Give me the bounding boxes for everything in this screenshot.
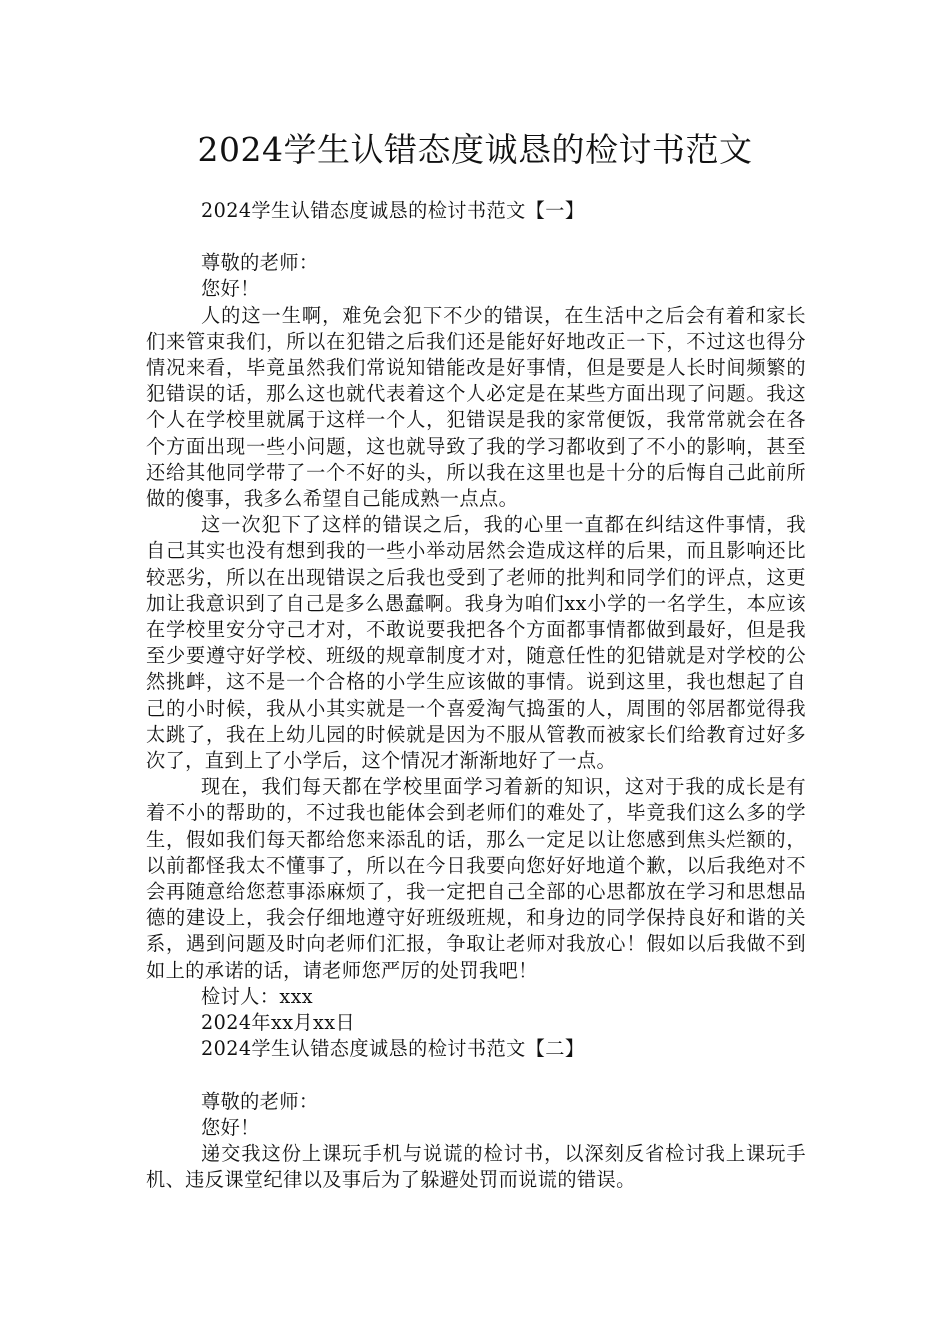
greeting-1: 您好！ bbox=[201, 277, 260, 301]
section-heading-1: 2024学生认错态度诚恳的检讨书范文【一】 bbox=[201, 199, 585, 222]
paragraph: 这一次犯下了这样的错误之后，我的心里一直都在纠结这件事情，我自己其实也没有想到我的一些小举动居然会造成这样的后果，而且影响还比较恶劣，所以在出现错误之后我也受到了老师的批判和同学们的评点，这更加让我意识到了自己是多么愚蠢啊。我身为咱们xx小学的一名学生，本应该在学校里安分守己才对，不敢说要我把各个方面都事情都做到最好，但是我至少要遵守好学校、班级的规章制度才对，随意任性的犯错就是对学校的公然挑衅，这不是一个合格的小学生应该做的事情。说到这里，我也想起了自己的小时候，我从小其实就是一个喜爱淘气捣蛋的人，周围的邻居都觉得我太跳了，我在上幼儿园的时候就是因为不服从管教而被家长们给教育过好多次了，直到上了小学后，这个情况才渐渐地好了一点。 bbox=[146, 513, 806, 773]
paragraph: 现在，我们每天都在学校里面学习着新的知识，这对于我的成长是有着不小的帮助的，不过我也能体会到老师们的难处了，毕竟我们这么多的学生，假如我们每天都给您来添乱的话，那么一定足以让您感到焦头烂额的，以前都怪我太不懂事了，所以在今日我要向您好好地道个歉，以后我绝对不会再随意给您惹事添麻烦了，我一定把自己全部的心思都放在学习和思想品德的建设上，我会仔细地遵守好班级班规，和身边的同学保持良好和谐的关系，遇到问题及时向老师们汇报，争取让老师对我放心！假如以后我做不到如上的承诺的话，请老师您严厉的处罚我吧！ bbox=[146, 775, 806, 982]
date: 2024年xx月xx日 bbox=[201, 1011, 356, 1035]
document-body bbox=[146, 198, 806, 1193]
document-title: 2024学生认错态度诚恳的检讨书范文 bbox=[197, 130, 753, 169]
greeting-2: 您好！ bbox=[201, 1115, 260, 1139]
section-heading-2: 2024学生认错态度诚恳的检讨书范文【二】 bbox=[201, 1037, 585, 1061]
signature: 检讨人：xxx bbox=[201, 984, 314, 1008]
paragraph: 人的这一生啊，难免会犯下不少的错误，在生活中之后会有着和家长们来管束我们，所以在犯错之后我们还是能好好地改正一下，不过这也得分情况来看，毕竟虽然我们常说知错能改是好事情，但是要是人长时间频繁的犯错误的话，那么这也就代表着这个人必定是在某些方面出现了问题。我这个人在学校里就属于这样一个人，犯错误是我的家常便饭，我常常就会在各个方面出现一些小问题，这也就导致了我的学习都收到了不小的影响，甚至还给其他同学带了一个不好的头，所以我在这里也是十分的后悔自己此前所做的傻事，我多么希望自己能成熟一点点。 bbox=[146, 303, 806, 511]
paragraph: 递交我这份上课玩手机与说谎的检讨书，以深刻反省检讨我上课玩手机、违反课堂纪律以及事后为了躲避处罚而说谎的错误。 bbox=[146, 1141, 806, 1192]
salutation-1: 尊敬的老师： bbox=[201, 251, 319, 275]
salutation-2: 尊敬的老师： bbox=[201, 1089, 319, 1113]
